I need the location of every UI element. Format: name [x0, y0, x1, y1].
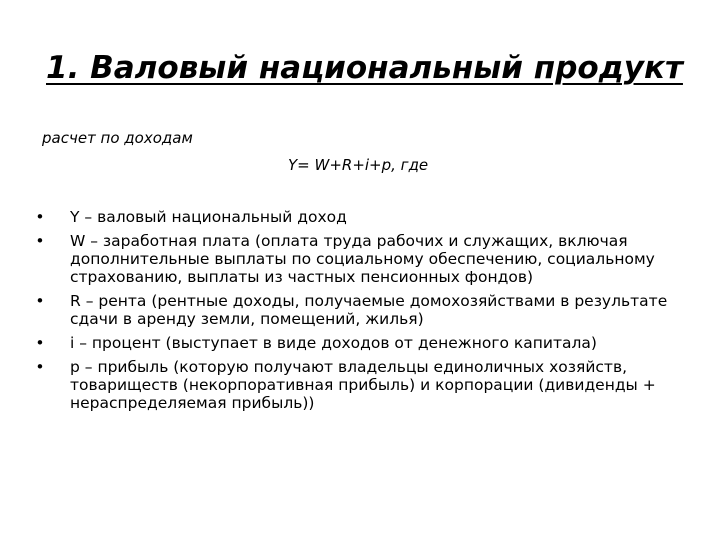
bullet-icon: • [35, 208, 45, 226]
bullet-text: i – процент (выступает в виде доходов от денежного капитала) [70, 334, 597, 352]
bullet-icon: • [35, 232, 45, 250]
bullet-icon: • [35, 292, 45, 310]
formula: Y= W+R+i+p, где [288, 156, 429, 174]
bullet-item-p [30, 358, 680, 412]
bullet-text: p – прибыль (которую получают владельцы единоличных хозяйств, товариществ (некорпоративная прибыль) и корпорации (дивиденды + нераспределяемая прибыль)) [70, 358, 656, 412]
bullet-item-r [30, 292, 680, 328]
bullet-text: W – заработная плата (оплата труда рабочих и служащих, включая дополнительные выплаты по социальному обеспечению, социальному страхованию, выплаты из частных пенсионных фондов) [70, 232, 655, 286]
bullet-icon: • [35, 358, 45, 376]
slide-subtitle: расчет по доходам [42, 129, 193, 147]
bullet-item-y [30, 208, 680, 226]
slide-title: 1. Валовый национальный продукт [46, 50, 683, 86]
bullet-list [30, 208, 680, 418]
bullet-item-w [30, 232, 680, 286]
bullet-text: Y – валовый национальный доход [70, 208, 347, 226]
bullet-icon: • [35, 334, 45, 352]
bullet-item-i [30, 334, 680, 352]
bullet-text: R – рента (рентные доходы, получаемые домохозяйствами в результате сдачи в аренду земли, помещений, жилья) [70, 292, 668, 328]
